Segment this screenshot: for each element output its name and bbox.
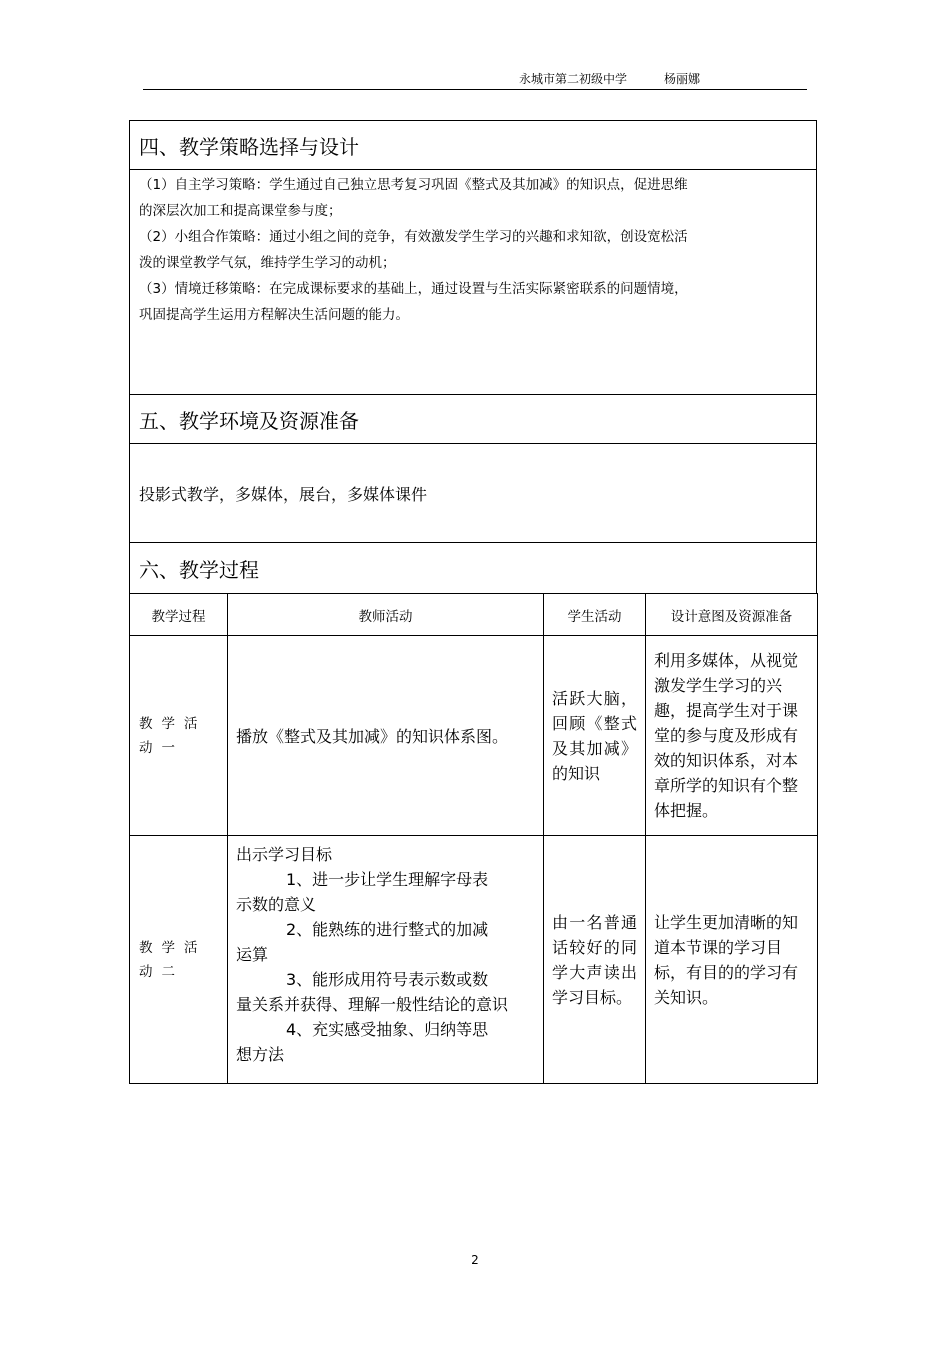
- goal-item: 3、能形成用符号表示数或数: [286, 970, 489, 989]
- section-4-title: 四、教学策略选择与设计: [139, 134, 359, 159]
- table-row: [130, 836, 818, 1084]
- goal-item-cont: 运算: [236, 945, 269, 964]
- goal-item-cont: 想方法: [236, 1045, 285, 1064]
- section-5-title: 五、教学环境及资源准备: [139, 408, 359, 433]
- header-school: 永城市第二初级中学: [519, 72, 628, 86]
- design-intent-cell: 利用多媒体，从视觉激发学生学习的兴趣，提高学生对于课堂的参与度及形成有效的知识体系，对本章所学的知识有个整体把握。: [646, 636, 818, 836]
- strategy-line: 巩固提高学生运用方程解决生活问题的能力。: [139, 307, 409, 323]
- design-intent-cell: 让学生更加清晰的知道本节课的学习目标，有目的的学习有关知识。: [646, 836, 818, 1084]
- strategy-line: （2）小组合作策略：通过小组之间的竞争，有效激发学生学习的兴趣和求知欲，创设宽松活: [139, 229, 688, 245]
- teacher-activity-cell: [228, 836, 544, 1084]
- process-table: [129, 593, 818, 1084]
- header-design: 设计意图及资源准备: [646, 594, 818, 636]
- header-student: 学生活动: [544, 594, 646, 636]
- strategy-line: 泼的课堂教学气氛，维持学生学习的动机；: [139, 255, 396, 271]
- stage-cell: 教学活动一: [130, 636, 228, 836]
- section-5-body: 投影式教学，多媒体，展台，多媒体课件: [129, 443, 817, 543]
- goal-item: 2、能熟练的进行整式的加减: [286, 920, 489, 939]
- student-activity-cell: 活跃大脑，回顾《整式及其加减》的知识: [544, 636, 646, 836]
- student-activity-cell: 由一名普通话较好的同学大声读出学习目标。: [544, 836, 646, 1084]
- goal-item-cont: 示数的意义: [236, 895, 317, 914]
- section-6-title: 六、教学过程: [139, 557, 259, 582]
- goals-intro: 出示学习目标: [236, 845, 333, 864]
- teacher-activity-cell: 播放《整式及其加减》的知识体系图。: [228, 636, 544, 836]
- table-header-row: [130, 594, 818, 636]
- table-row: [130, 636, 818, 836]
- header-stage: 教学过程: [130, 594, 228, 636]
- goal-item: 4、充实感受抽象、归纳等思: [286, 1020, 489, 1039]
- strategy-line: （1）自主学习策略：学生通过自己独立思考复习巩固《整式及其加减》的知识点，促进思维: [139, 177, 688, 193]
- goal-item-cont: 量关系并获得、理解一般性结论的意识: [236, 995, 509, 1014]
- section-4-title-box: [129, 120, 817, 170]
- page-number: 2: [471, 1253, 479, 1267]
- section-5-title-box: [129, 394, 817, 444]
- page-header: [143, 64, 807, 90]
- header-author: 杨丽娜: [664, 72, 701, 86]
- strategy-line: （3）情境迁移策略：在完成课标要求的基础上，通过设置与生活实际紧密联系的问题情境，: [139, 281, 688, 297]
- header-teacher: 教师活动: [228, 594, 544, 636]
- stage-cell: 教学活动二: [130, 836, 228, 1084]
- strategy-line: 的深层次加工和提高课堂参与度；: [139, 203, 342, 219]
- section-6-title-box: [129, 542, 817, 594]
- section-4-body: [129, 169, 817, 395]
- goal-item: 1、进一步让学生理解字母表: [286, 870, 489, 889]
